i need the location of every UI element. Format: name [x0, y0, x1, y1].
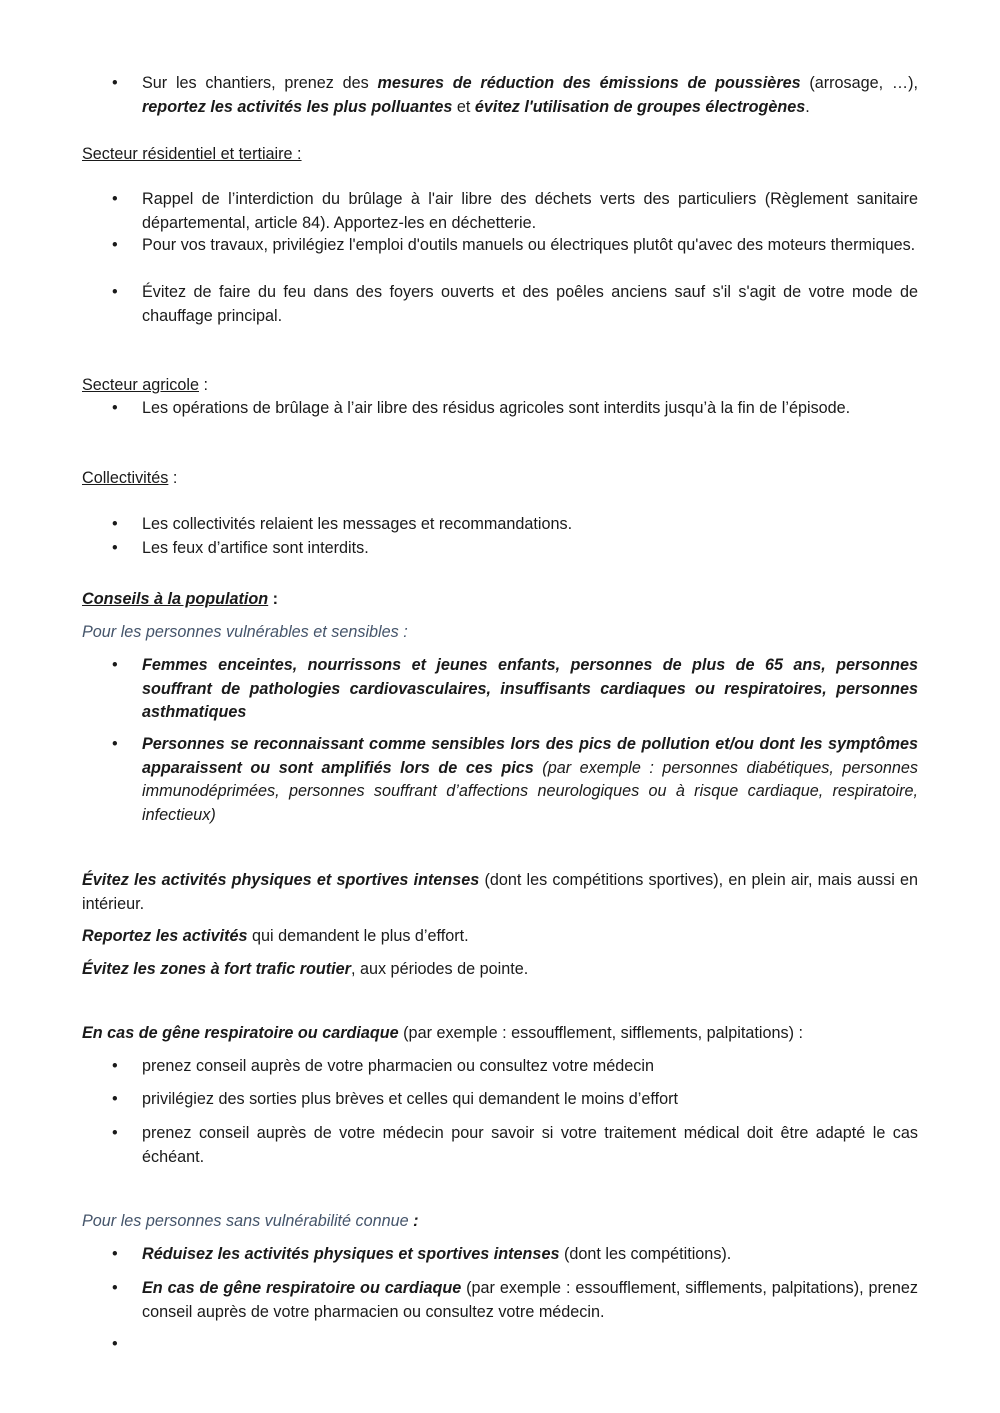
- text: et: [452, 97, 475, 116]
- subheading-general: [82, 1210, 918, 1234]
- emphasis: Reportez les activités: [82, 927, 248, 945]
- text: (par exemple : essoufflement, sifflements, palpitations), prenez conseil auprès de votre pharmacien ou consultez votre médecin.: [142, 1279, 919, 1321]
- vulnerable-item: Femmes enceintes, nourrissons et jeunes enfants, personnes de plus de 65 ans, personnes souffrant de pathologies cardiovasculaires, insuffisants cardiaques ou respiratoires, personnes asthmatiques: [142, 656, 918, 721]
- gene-item: prenez conseil auprès de votre médecin pour savoir si votre traitement médical doit être adapté le cas échéant.: [142, 1124, 918, 1166]
- residential-item: Évitez de faire du feu dans des foyers ouverts et des poêles anciens sauf s'il s'agit de votre mode de chauffage principal.: [142, 283, 918, 325]
- advice-paragraph: [82, 958, 918, 982]
- heading-text: Pour les personnes sans vulnérabilité connue: [82, 1212, 409, 1230]
- section-heading-collectivities: [82, 467, 918, 491]
- heading-text: Secteur agricole: [82, 376, 199, 394]
- subheading-vulnerable: Pour les personnes vulnérables et sensibles :: [82, 623, 408, 641]
- emphasis: évitez l'utilisation de groupes électrogènes: [474, 97, 806, 116]
- section-heading-residential: Secteur résidentiel et tertiaire :: [82, 145, 302, 163]
- advice-paragraph: [82, 925, 918, 949]
- bullet-marker: •: [112, 1279, 118, 1297]
- bullet-marker-empty: •: [112, 1335, 118, 1353]
- collectivities-item: Les feux d’artifice sont interdits.: [142, 539, 369, 557]
- bullet-marker: •: [112, 735, 118, 753]
- emphasis: En cas de gêne respiratoire ou cardiaque: [142, 1279, 462, 1297]
- bullet-marker: •: [112, 539, 118, 557]
- emphasis: Personnes se reconnaissant comme sensibles lors des pics de pollution et/ou dont les symptômes apparaissent ou sont amplifiés lors de ces pics: [142, 735, 918, 777]
- general-item: [142, 1277, 918, 1324]
- heading-colon: :: [268, 590, 279, 608]
- heading-colon: :: [168, 469, 178, 487]
- text: (par exemple : essoufflement, sifflements, palpitations) :: [398, 1024, 803, 1042]
- bullet-marker: •: [112, 283, 118, 301]
- text: (dont les compétitions sportives), en plein air, mais aussi en intérieur.: [82, 871, 918, 913]
- bullet-marker: •: [112, 1057, 118, 1075]
- bullet-marker: •: [112, 1245, 118, 1263]
- text: qui demandent le plus d’effort.: [247, 927, 469, 945]
- emphasis: mesures de réduction des émissions de poussières: [377, 74, 801, 92]
- section-heading-advice: [82, 588, 918, 612]
- bullet-marker: •: [112, 1090, 118, 1108]
- construction-bullet: [142, 72, 918, 119]
- bullet-marker: •: [112, 515, 118, 533]
- bullet-marker: •: [112, 399, 118, 417]
- text: , aux périodes de pointe.: [350, 960, 529, 978]
- advice-paragraph: [82, 1022, 918, 1046]
- gene-item: prenez conseil auprès de votre pharmacien ou consultez votre médecin: [142, 1057, 654, 1075]
- agricultural-item: Les opérations de brûlage à l’air libre des résidus agricoles sont interdits jusqu’à la fin de l’épisode.: [142, 399, 851, 417]
- emphasis: Évitez les zones à fort trafic routier: [82, 960, 351, 978]
- emphasis: En cas de gêne respiratoire ou cardiaque: [82, 1024, 399, 1042]
- section-heading-agricultural: [82, 374, 918, 398]
- heading-colon: :: [408, 1212, 419, 1230]
- gene-item: privilégiez des sorties plus brèves et celles qui demandent le moins d’effort: [142, 1090, 678, 1108]
- residential-item: Pour vos travaux, privilégiez l'emploi d'outils manuels ou électriques plutôt qu'avec des moteurs thermiques.: [142, 236, 916, 254]
- heading-text: Collectivités: [82, 469, 169, 487]
- residential-item: Rappel de l’interdiction du brûlage à l'air libre des déchets verts des particuliers (Règlement sanitaire départemental, article 84). Apportez-les en déchetterie.: [142, 190, 918, 232]
- emphasis: Évitez les activités physiques et sportives intenses: [82, 871, 480, 889]
- advice-paragraph: [82, 869, 918, 916]
- general-item: [142, 1243, 918, 1267]
- vulnerable-item: [142, 733, 918, 827]
- text: (arrosage, …),: [800, 74, 918, 92]
- emphasis: reportez les activités les plus polluantes: [142, 97, 453, 116]
- collectivities-item: Les collectivités relaient les messages et recommandations.: [142, 515, 573, 533]
- bullet-marker: •: [112, 74, 118, 92]
- text: (par exemple : personnes diabétiques, personnes immunodéprimées, personnes souffrant d’affections neurologiques ou à risque cardiaque, respiratoire, infectieux): [142, 758, 918, 824]
- emphasis: Réduisez les activités physiques et sportives intenses: [142, 1245, 560, 1263]
- text: .: [805, 97, 810, 116]
- text: Sur les chantiers, prenez des: [142, 74, 378, 92]
- heading-colon: :: [198, 376, 208, 394]
- text: (dont les compétitions).: [559, 1245, 732, 1263]
- bullet-marker: •: [112, 656, 118, 674]
- bullet-marker: •: [112, 236, 118, 254]
- bullet-marker: •: [112, 1124, 118, 1142]
- bullet-marker: •: [112, 190, 118, 208]
- heading-text: Conseils à la population: [82, 590, 269, 608]
